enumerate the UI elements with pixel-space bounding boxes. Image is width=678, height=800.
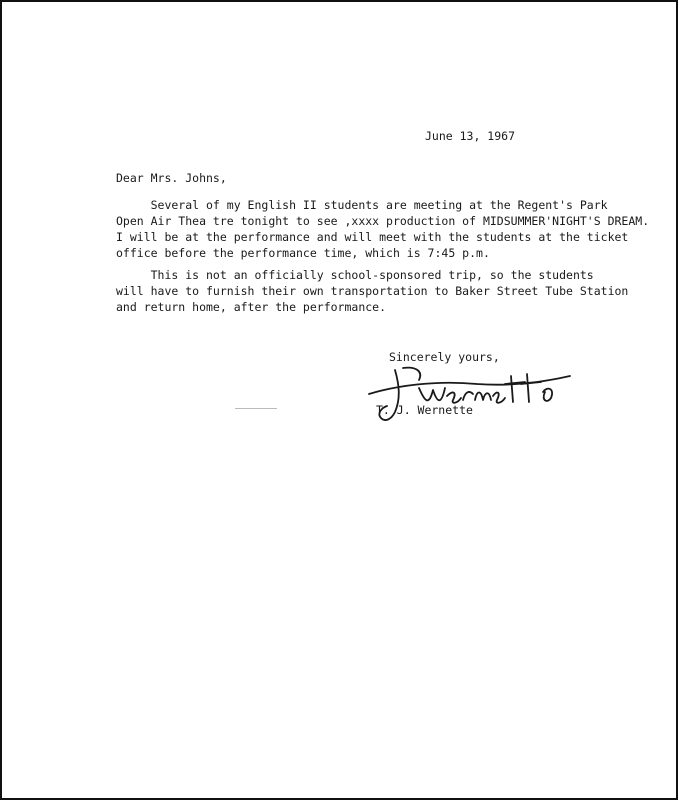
closing: Sincerely yours, [389,350,500,364]
paragraph-2-line: and return home, after the performance. [116,300,387,314]
paragraph-1-line: I will be at the performance and will meet with the students at the ticket [116,230,629,244]
paragraph-1 [116,198,650,269]
paper-mark [235,408,277,409]
paragraph-2 [116,268,629,328]
paragraph-2-line: will have to furnish their own transportation to Baker Street Tube Station [116,284,629,298]
paragraph-1-line: office before the performance time, which is 7:45 p.m. [116,246,490,260]
salutation: Dear Mrs. Johns, [116,171,227,185]
typed-signature: T. J. Wernette [376,403,473,417]
paragraph-1-line: Several of my English II students are meeting at the Regent's Park [116,198,608,212]
handwritten-signature [365,362,575,432]
paragraph-1-line: Open Air Thea tre tonight to see ,xxxx production of MIDSUMMER'NIGHT'S DREAM. [116,214,650,228]
paragraph-2-line: This is not an officially school-sponsored trip, so the students [116,268,594,282]
letter-date: June 13, 1967 [425,129,516,143]
